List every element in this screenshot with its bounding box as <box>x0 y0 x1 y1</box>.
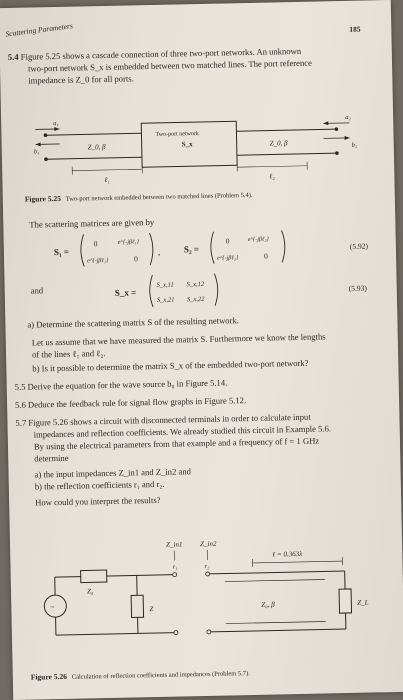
item-a: a) the input impedances Z_in1 and Z_in2 and <box>34 466 191 480</box>
length-l1-label: ℓ₁ <box>104 175 110 185</box>
r2-label: r₂ <box>204 562 210 570</box>
question-a: a) Determine the scattering matrix S of the resulting network. <box>27 315 239 330</box>
caption-text: Two-port network embedded between two matched lines (Problem 5.4). <box>65 191 253 203</box>
figure-5-26-caption <box>31 667 250 684</box>
shunt-z-label: Z <box>149 605 154 614</box>
assume-line2: of the lines ℓ₁ and ℓ₂. <box>31 348 106 360</box>
svg-text:~: ~ <box>50 603 55 612</box>
svg-text:,: , <box>157 246 161 257</box>
closing-question: How could you interpret the results? <box>35 494 161 508</box>
problem-5-7-line2: impedances and reflection coefficients. We already studied this circuit in Example 5.6. <box>33 423 332 440</box>
caption-label: Figure 5.26 <box>30 671 68 682</box>
equation-5-92 <box>53 222 384 273</box>
s2-r2c1: e^{-jβℓ₂} <box>217 255 239 262</box>
s2-r1c1: 0 <box>225 236 230 246</box>
equation-number-5-92: (5.92) <box>349 241 369 251</box>
problem-5-7-line4: determine <box>34 452 69 464</box>
and-text: and <box>30 285 44 296</box>
problem-5-4-line3: impedance is Z_0 for all ports. <box>28 73 134 86</box>
wave-b1-label: b₁ <box>33 148 40 156</box>
load-zl-label: Z_L <box>357 598 369 607</box>
problem-number: 5.4 <box>7 51 19 63</box>
question-b: b) Is it possible to determine the matrix S_x of the embedded two-port network? <box>32 357 309 374</box>
figure-5-25-caption <box>25 189 253 206</box>
matrices-intro: The scattering matrices are given by <box>29 216 155 230</box>
line-z0-label: Z₀, β <box>261 600 275 609</box>
zin1-label: Z_in1 <box>165 540 183 549</box>
wave-a1-label: a₁ <box>53 119 59 128</box>
caption-text: Calculation of reflection coefficients and impedances (Problem 5.7). <box>71 670 250 681</box>
sx-r1c1: S_x,11 <box>156 281 174 289</box>
sx-r2c2: S_x,22 <box>186 295 205 304</box>
box-sx-label: S_x <box>181 140 193 149</box>
equation-5-93 <box>114 266 385 312</box>
box-label: Two-port network <box>155 131 199 138</box>
problem-text: Figure 5.25 shows a cascade connection of three two-port networks. An unknown <box>20 45 302 62</box>
zin2-label: Z_in2 <box>199 539 217 549</box>
s2-r1c2: e^{-jβℓ₂} <box>247 236 269 244</box>
right-line-label: Z_0, β <box>269 139 288 148</box>
s2-label: S₂ = <box>183 244 200 255</box>
problem-5-7-line3: By using the electrical parameters from that example and a frequency of f = 1 GHz <box>33 435 320 452</box>
s1-r1c1: 0 <box>93 239 98 249</box>
s1-label: S₁ = <box>53 246 70 258</box>
page-number: 185 <box>349 24 361 34</box>
running-title: Scattering Parameters <box>4 21 74 39</box>
sx-label: S_x = <box>114 287 137 298</box>
source-z0-label: Z₀ <box>86 587 94 596</box>
sx-r2c1: S_x,21 <box>156 296 175 304</box>
r1-label: r₁ <box>172 563 178 571</box>
s2-r2c2: 0 <box>263 251 268 261</box>
problem-5-6: 5.6 Deduce the feedback rule for signal flow graphs in Figure 5.12. <box>15 395 247 410</box>
wave-b2-label: b₂ <box>351 141 358 149</box>
line-length-label: ℓ = 0.363λ <box>272 549 303 559</box>
s1-r2c2: 0 <box>133 254 138 264</box>
problem-5-4-line2: two-port network S_x is embedded between two matched lines. The port reference <box>27 57 312 74</box>
sx-r1c2: S_x,12 <box>186 280 205 289</box>
problem-5-7-line1: 5.7 Figure 5.26 shows a circuit with disconnected terminals in order to calculate input <box>15 411 311 428</box>
wave-a2-label: a₂ <box>345 113 351 121</box>
s1-r2c1: e^{-jβℓ₁} <box>87 257 109 265</box>
item-b: b) the reflection coefficients r₁ and r₂. <box>34 478 165 492</box>
s1-r1c2: e^{-jβℓ₁} <box>117 239 140 246</box>
assume-line1: Let us assume that we have measured the matrix S. Furthermore we know the lengths <box>31 331 326 348</box>
figure-5-26-diagram <box>24 520 386 648</box>
figure-5-25-diagram <box>31 98 373 185</box>
equation-number-5-93: (5.93) <box>348 283 367 293</box>
left-line-label: Z_0, β <box>87 142 106 152</box>
length-l2-label: ℓ₂ <box>269 172 275 181</box>
problem-5-5: 5.5 Derive the equation for the wave source b₀ in Figure 5.14. <box>14 377 228 392</box>
caption-label: Figure 5.25 <box>24 193 61 204</box>
